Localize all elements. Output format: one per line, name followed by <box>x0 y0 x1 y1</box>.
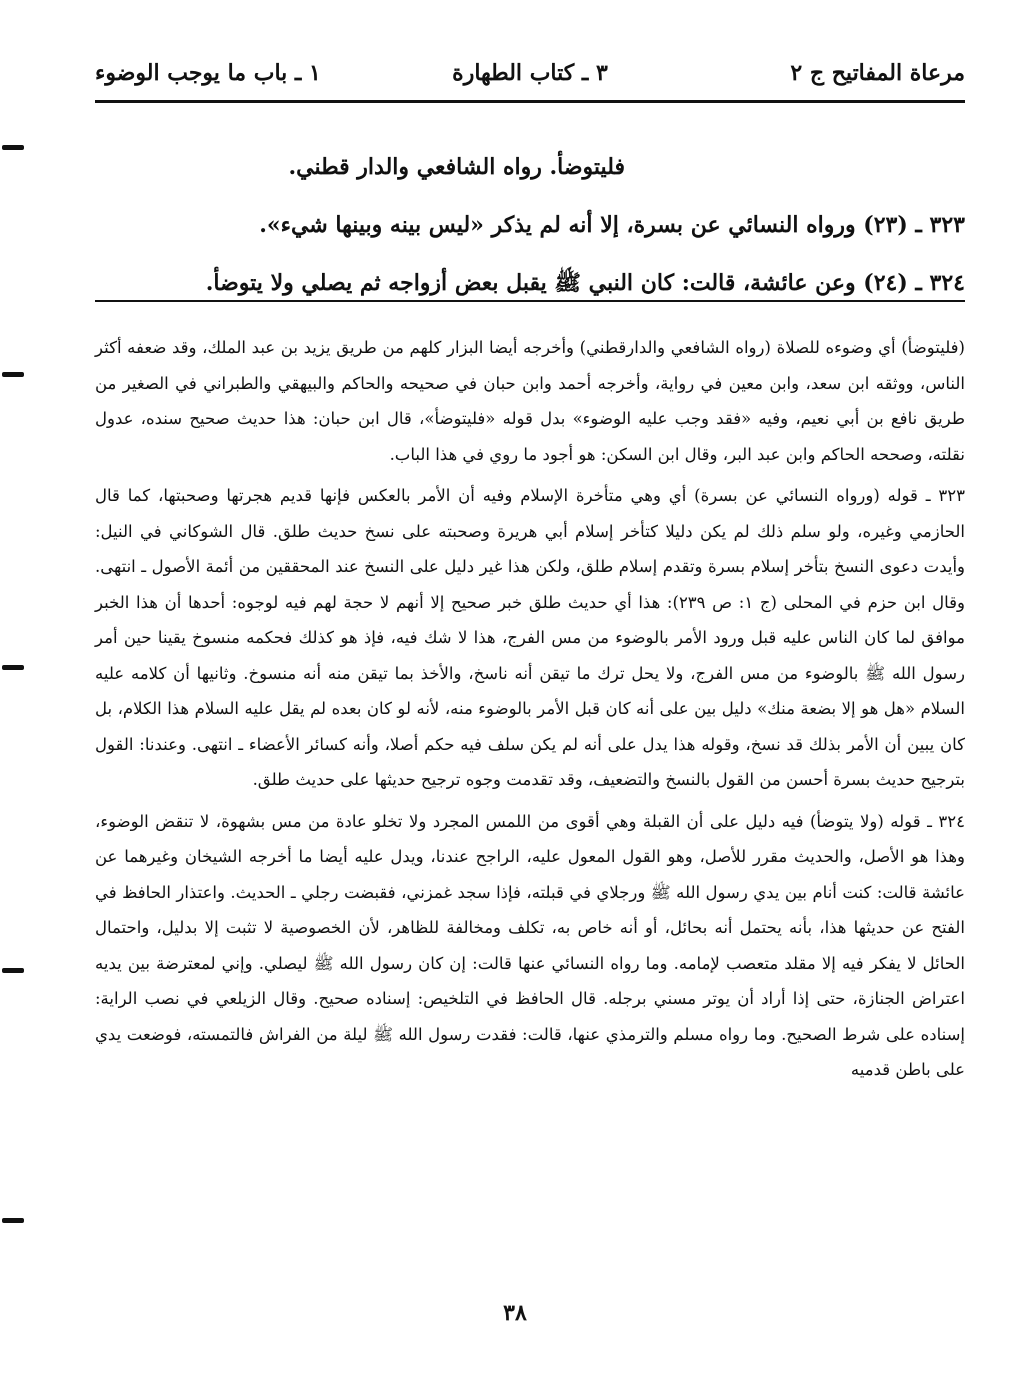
commentary-paragraph: (فليتوضأ) أي وضوءه للصلاة (رواه الشافعي والدارقطني) وأخرجه أيضا البزار كلهم من طريق يزيد بن عبد الملك، وقد ضعفه أكثر الناس، ووثقه ابن سعد، وابن معين في رواية، وأخرجه أحمد وابن حبان في صحيحه والحاكم والبيهقي والطبراني في الصغير من طريق نافع بن أبي نعيم، وفيه «فقد وجب عليه الوضوء» بدل قوله «فليتوضأ»، قال ابن حبان: هذا حديث صحيح سنده، عدول نقلته، وصححه الحاكم وابن عبد البر، وقال ابن السكن: هو أجود ما روي في هذا الباب. <box>95 338 965 464</box>
commentary <box>95 330 965 1094</box>
header-book-title: مرعاة المفاتيح ج ٢ <box>790 60 965 86</box>
binding-mark <box>2 1218 24 1223</box>
binding-mark <box>2 145 24 150</box>
page-number: ٣٨ <box>503 1300 527 1326</box>
section-divider <box>95 300 965 302</box>
hadith-line: فليتوضأ. رواه الشافعي والدار قطني. <box>288 154 625 180</box>
commentary-paragraph: ٣٢٣ ـ قوله (ورواه النسائي عن بسرة) أي وهي متأخرة الإسلام وفيه أن الأمر بالعكس فإنها قديم هجرتها وصحبتها، كما قال الحازمي وغيره، ولو سلم ذلك لم يكن دليلا كتأخر إسلام أبي هريرة وصحبته على نسخ حديث طلق. قال الشوكاني في النيل: وأيدت دعوى النسخ بتأخر إسلام بسرة وتقدم إسلام طلق، ولكن هذا غير دليل على النسخ عند المحققين من أئمة الأصول ـ انتهى. وقال ابن حزم في المحلى (ج ١: ص ٢٣٩): هذا أي حديث طلق خبر صحيح إلا أنهم لا حجة لهم فيه لوجوه: أحدها أن هذا الخبر موافق لما كان الناس عليه قبل ورود الأمر بالوضوء من مس الفرج، هذا لا شك فيه، فإذ هو كذلك فحكمه منسوخ يقينا حين أمر رسول الله ﷺ بالوضوء من مس الفرج، ولا يحل ترك ما تيقن أنه ناسخ، والأخذ بما تيقن منه أنه منسوخ. وثانيها أن كلامه عليه السلام «هل هو إلا بضعة منك» دليل بين على أنه كان قبل الأمر بالوضوء منه، لأنه لو كان بعده لم يقل عليه السلام هذا الكلام، بل كان يبين أن الأمر بذلك قد نسخ، وقوله هذا يدل على أنه لم يكن سلف فيه حكم أصلا، وأنه كسائر الأعضاء ـ انتهى. وعندنا: القول بترجيح حديث بسرة أحسن من القول بالنسخ والتضعيف، وقد تقدمت وجوه ترجيح حديثها على حديث طلق. <box>95 486 965 789</box>
header-section: ١ ـ باب ما يوجب الوضوء <box>95 60 321 86</box>
binding-mark <box>2 372 24 377</box>
header-chapter: ٣ ـ كتاب الطهارة <box>452 60 608 86</box>
running-header <box>95 52 965 100</box>
commentary-paragraph: ٣٢٤ ـ قوله (ولا يتوضأ) فيه دليل على أن القبلة وهي أقوى من اللمس المجرد ولا تخلو عادة من مس بشهوة، لا تنقض الوضوء، وهذا هو الأصل، والحديث مقرر للأصل، وهو القول المعول عليه، الراجح عندنا، ويدل عليه أيضا ما أخرجه الشيخان وغيرهما عن عائشة قالت: كنت أنام بين يدي رسول الله ﷺ ورجلاي في قبلته، فإذا سجد غمزني، فقبضت رجلي ـ الحديث. واعتذار الحافظ في الفتح عن حديثها هذا، بأنه يحتمل أنه بحائل، أو أنه خاص به، تكلف ومخالفة للظاهر، لأن الخصوصية لا تثبت إلا بدليل، واحتمال الحائل لا يفكر فيه إلا مقلد متعصب لإمامه. وما رواه النسائي عنها قالت: إن كان رسول الله ﷺ ليصلي. وإني لمعترضة بين يديه اعتراض الجنازة، حتى إذا أراد أن يوتر مسني برجله. قال الحافظ في التلخيص: إسناده صحيح. وقال الزيلعي في نصب الراية: إسناده على شرط الصحيح. وما رواه مسلم والترمذي عنها، قالت: فقدت رسول الله ﷺ ليلة من الفراش فالتمسته، فوضعت يدي على باطن قدميه <box>95 811 965 1079</box>
binding-mark <box>2 968 24 973</box>
hadith-text <box>95 138 965 312</box>
hadith-line: ٣٢٣ ـ (٢٣) ورواه النسائي عن بسرة، إلا أنه لم يذكر «ليس بينه وبينها شيء». <box>259 212 965 238</box>
hadith-line: ٣٢٤ ـ (٢٤) وعن عائشة، قالت: كان النبي ﷺ يقبل بعض أزواجه ثم يصلي ولا يتوضأ. <box>205 270 965 296</box>
header-rule <box>95 100 965 103</box>
binding-mark <box>2 665 24 670</box>
